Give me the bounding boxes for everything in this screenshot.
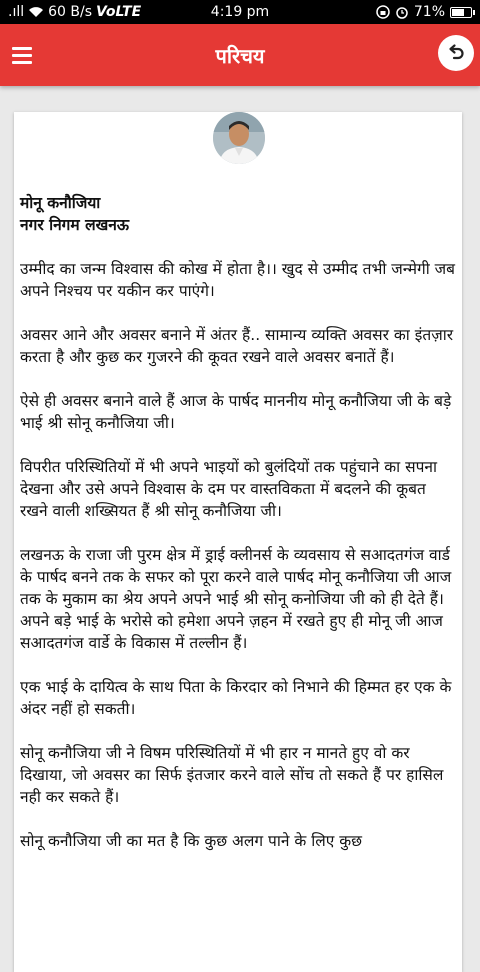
status-bar [0, 0, 480, 24]
intro-paragraph: सोनू कनौजिया जी ने विषम परिस्थितियों में भी हार न मानते हुए वो कर दिखाया, जो अवसर का सिर्फ इंतजार करने वाले सोंच तो सकते हैं पर हासिल नही कर सकते हैं। [20, 744, 444, 806]
alarm-icon [395, 5, 409, 19]
intro-paragraph: उम्मीद का जन्म विश्वास की कोख में होता है।। खुद से उम्मीद तभी जन्मेगी जब अपने निश्चय पर यकीन कर पाएंगे। [20, 260, 455, 300]
status-time: 4:19 pm [210, 4, 270, 20]
wifi-icon [28, 6, 44, 18]
signal-icon: .ıll [8, 4, 25, 20]
avatar [213, 112, 265, 164]
battery-percent: 71% [413, 4, 445, 20]
avatar-photo [213, 112, 265, 164]
profile-designation: नगर निगम लखनऊ [20, 216, 130, 234]
status-right [376, 4, 472, 20]
intro-paragraph: एक भाई के दायित्व के साथ पिता के किरदार को निभाने की हिम्मत हर एक के अंदर नहीं हो सकती। [20, 678, 452, 718]
lock-rotation-icon [376, 5, 390, 19]
profile-name: मोनू कनौजिया [20, 194, 101, 212]
intro-paragraph: सोनू कनौजिया जी का मत है कि कुछ अलग पाने के लिए कुछ [20, 832, 362, 850]
intro-paragraph: अवसर आने और अवसर बनाने में अंतर हैं.. सामान्य व्यक्ति अवसर का इंतज़ार करता है और कुछ कर गुजरने की कूवत रखने वाले अवसर बनातें हैं। [20, 326, 454, 366]
undo-arrow-icon [446, 43, 466, 63]
intro-paragraph: लखनऊ के राजा जी पुरम क्षेत्र में ड्राई क्लीनर्स के व्यवसाय से सआदतगंज वार्ड के पार्षद बनने तक के सफर को पूरा करने वाले पार्षद मोनू कनौजिया जी आज तक के मुकाम का श्रेय अपने अपने भाई श्री सोनू कनोजिया जी को ही देते हैं। अपने बड़े भाई के भरोसे को हमेशा अपने ज़हन में रखते हुए ही मोनू जी आज सआदतगंज वार्डे के विकास में तल्लीन हैं। [20, 546, 452, 652]
intro-content [20, 192, 458, 874]
page-title: परिचय [215, 44, 265, 68]
status-left [8, 4, 141, 20]
intro-paragraph: ऐसे ही अवसर बनाने वाले हैं आज के पार्षद माननीय मोनू कनौजिया जी के बड़े भाई श्री सोनू कनौजिया जी। [20, 392, 452, 432]
app-bar [0, 24, 480, 86]
profile-header [20, 192, 458, 236]
network-speed: 60 B/s [48, 4, 93, 20]
back-button[interactable] [438, 35, 474, 71]
battery-fill [452, 9, 464, 16]
battery-icon [450, 7, 472, 18]
profile-card [14, 112, 462, 972]
volte-indicator: VoLTE [96, 4, 142, 20]
intro-paragraph: विपरीत परिस्थितियों में भी अपने भाइयों को बुलंदियों तक पहुंचाने का सपना देखना और उसे अपने विश्वास के दम पर वास्तविकता में बदलने की कूबत रखने वाली शख्सियत हैं श्री सोनू कनौजिया जी। [20, 458, 438, 520]
